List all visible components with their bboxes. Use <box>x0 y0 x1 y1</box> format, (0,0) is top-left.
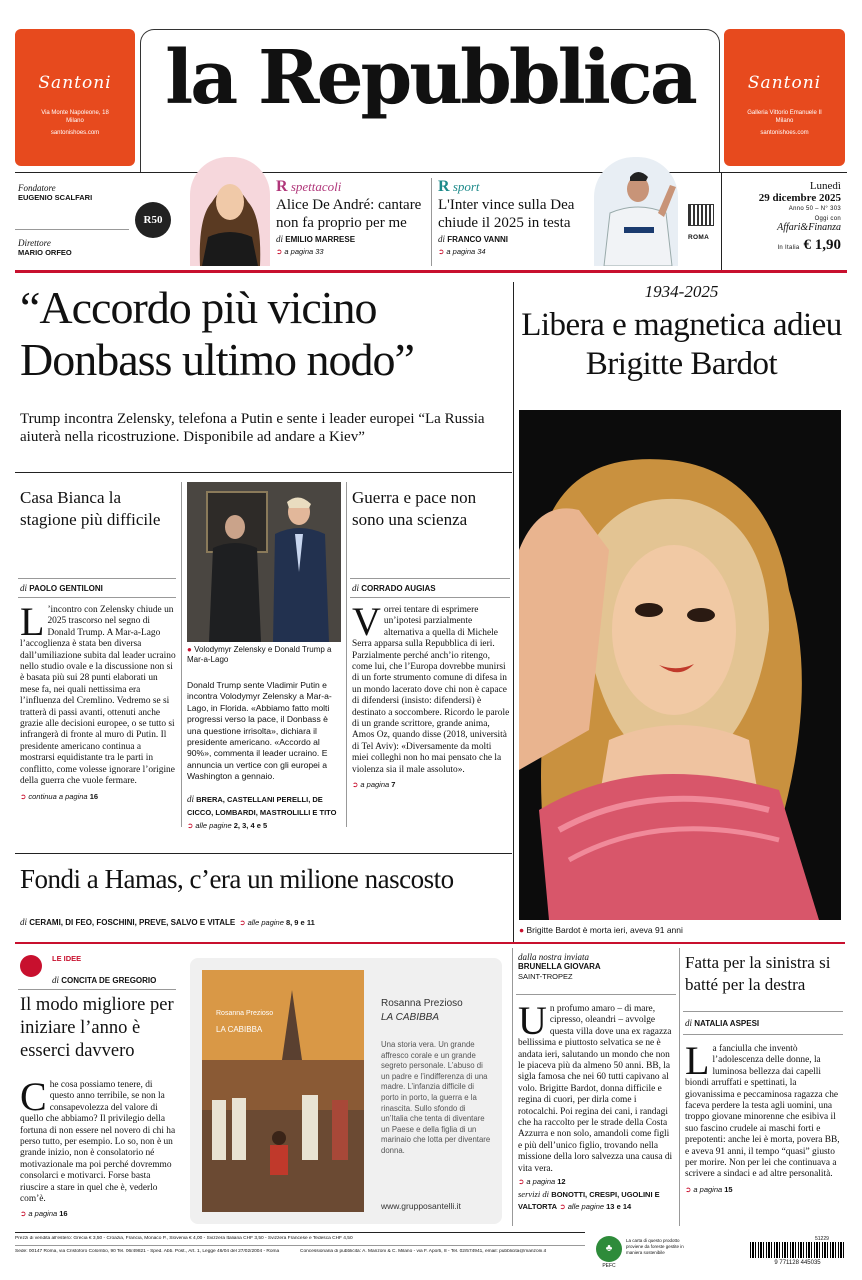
continue-link[interactable]: ➲ continua a pagina 16 <box>20 791 99 801</box>
divider <box>683 1034 843 1035</box>
divider <box>18 597 176 598</box>
ad-left[interactable] <box>15 29 135 166</box>
continue-link[interactable]: ➲ a pagina 15 <box>685 1184 733 1194</box>
book-text: Una storia vera. Un grande affresco corale e un grande segreto personale. L’abuso di un padre e l’indifferenza di una madre. L’infanzia difficile di porto in porto, la guerra e la rinascita. Sullo sfondo di un’Italia che tenta di diventare un Paese e della figlia di un marinaio che lotta per diventare donna. <box>381 1040 491 1155</box>
lead-headline[interactable]: “Accordo più vicino Donbass ultimo nodo” <box>20 282 414 385</box>
pages-link[interactable]: ➲ alle pagine 13 e 14 <box>559 1201 632 1211</box>
divider <box>512 948 513 1226</box>
book-ad[interactable] <box>190 958 502 1224</box>
divider <box>15 1232 585 1233</box>
ad-brand: Santoni <box>38 73 112 93</box>
book-site[interactable]: www.grupposantelli.it <box>381 1201 461 1211</box>
pages-link[interactable]: ➲ alle pagine 8, 9 e 11 <box>239 918 315 927</box>
section-spettacoli: R spettacoli <box>276 178 342 195</box>
continue-link[interactable]: ➲ a pagina 16 <box>20 1209 68 1219</box>
book-cover[interactable] <box>202 970 364 1212</box>
divider <box>15 1245 585 1246</box>
dropcap: C <box>20 1074 47 1119</box>
book-author: Rosanna Prezioso <box>381 998 463 1009</box>
price: € 1,90 <box>803 237 841 253</box>
founder-block <box>18 183 133 202</box>
dropcap: U <box>518 998 547 1043</box>
column-body <box>20 599 177 802</box>
top-rule <box>15 270 847 273</box>
footer-ads: Concessionaria di pubblicità: A. Manzoni & C. Milano - via F. Aporti, 8 - Tel. 02/574941, email: pubblicita@manzoni.it <box>300 1249 547 1254</box>
pefc-icon: ♣ <box>596 1236 622 1262</box>
barcode-digits: 9 771128 445035 <box>774 1260 821 1266</box>
photo-caption: ● Volodymyr Zelensky e Donald Trump a Mar-a-Lago <box>187 645 332 664</box>
bardot-years: 1934-2025 <box>644 282 719 301</box>
director-name: MARIO ORFEO <box>18 248 72 257</box>
insert-label: Oggi con <box>814 216 841 222</box>
divider <box>721 172 722 270</box>
date: 29 dicembre 2025 <box>758 192 841 204</box>
pefc-label: PEFC <box>602 1263 616 1269</box>
founder-name: EUGENIO SCALFARI <box>18 193 93 202</box>
hamas-authors: di CERAMI, DI FEO, FOSCHINI, PREVE, SALVO E VITALE ➲ alle pagine 8, 9 e 11 <box>20 917 315 927</box>
divider <box>15 472 512 473</box>
body-text: orrei tentare di esprimere un’ipotesi parzialmente alternativa a quella di Michele Serra apparsa sulla Repubblica di ieri. Parzialmente perché anch’io ritengo, come lui, che l’Europa dovrebbe munirsi di un forte strumento comune di difesa in un mondo lacerato dove chi non è capace di difendersi (insisto: difendersi) è destinato a soccombere. Ricordo le parole di un grande scrittore, grande anima, Amos Oz, quando disse (2018, università di Tel Aviv): «Diversamente da molti miei colleghi non ho mai pensato che la violenza sia il male assoluto». <box>352 605 510 775</box>
zelensky-trump-photo[interactable] <box>187 482 341 642</box>
aspesi-body <box>685 1038 841 1195</box>
continue-link[interactable]: ➲ a pagina 12 <box>518 1177 566 1187</box>
divider <box>513 282 514 942</box>
teaser-headline: Alice De André: cantare non fa proprio per me <box>276 197 422 231</box>
bardot-caption: ● Brigitte Bardot è morta ieri, aveva 91 anni <box>519 925 683 935</box>
column-body <box>352 599 510 791</box>
price-row: In Italia € 1,90 <box>777 237 841 253</box>
divider <box>350 597 510 598</box>
inviata-author: BRUNELLA GIOVARA <box>518 962 601 971</box>
footer-prices: Prezzi di vendita all’estero: Grecia € 3,50 - Croazia, Francia, Monaco P., Slovenia € 4,00 - Svizzera Italiana CHF 3,50 - Svizzera Francese e Tedesca CHF 4,50 <box>15 1236 353 1241</box>
divider <box>15 853 512 854</box>
ad-city: Milano <box>66 118 84 124</box>
divider <box>15 942 845 944</box>
column-byline: di CORRADO AUGIAS <box>352 583 436 593</box>
director-block <box>18 238 133 257</box>
section-label: spettacoli <box>290 179 342 194</box>
ad-site: santonishoes.com <box>50 130 100 136</box>
bardot-photo[interactable] <box>519 410 841 920</box>
aspesi-byline: di NATALIA ASPESI <box>685 1018 760 1028</box>
cover-author: Rosanna Prezioso <box>216 1010 274 1017</box>
idee-kicker: LE IDEE <box>52 954 82 963</box>
insert: Affari&Finanza <box>777 222 841 233</box>
divider <box>15 172 847 173</box>
book-title: LA CABIBBA <box>381 1012 439 1023</box>
ad-address: Via Monte Napoleone, 18 <box>41 110 109 116</box>
inter-photo[interactable] <box>594 157 678 266</box>
section-label: sport <box>452 179 480 194</box>
column-augias <box>352 487 502 531</box>
teaser-byline: di EMILIO MARRESE <box>276 234 356 244</box>
divider <box>15 229 129 230</box>
idee-body <box>20 1074 178 1220</box>
barcode <box>750 1242 845 1258</box>
dateline-city: ROMA <box>688 234 710 241</box>
divider <box>679 948 680 1226</box>
dropcap: V <box>352 599 381 644</box>
continue-link[interactable]: ➲ a pagina 7 <box>352 780 396 790</box>
roma-logo <box>688 204 714 226</box>
ad-right[interactable] <box>724 29 845 166</box>
divider <box>181 482 182 827</box>
teaser-headline: L'Inter vince sulla Dea chiude il 2025 in testa <box>438 197 575 231</box>
dropcap: L <box>685 1038 710 1083</box>
director-label: Direttore <box>18 238 51 248</box>
founder-label: Fondatore <box>18 183 56 193</box>
footer-address: Sede: 00147 Roma, via Cristoforo Colombo, 90 Tel. 06/49821 - Sped. Abb. Post., Art. 1, Legge 46/04 del 27/02/2004 - Roma <box>15 1249 280 1254</box>
column-title[interactable]: Guerra e pace non sono una scienza <box>352 488 477 529</box>
pefc-note: La carta di questo prodotto proviene da foreste gestite in maniera sostenibile <box>626 1238 684 1255</box>
r50-badge: R50 <box>135 202 171 238</box>
ad-city: Milano <box>775 118 794 124</box>
idee-byline: di CONCITA DE GREGORIO <box>52 975 157 985</box>
teaser-sport[interactable] <box>438 178 588 256</box>
body-text: he cosa possiamo tenere, di questo anno terribile, se non la consapevolezza del valore di quello che abbiamo? Il privilegio della fortuna di non essere nel novero di chi ha perso tutto, per esempio. Lo so, non è un grande inizio, non è consolatorio né motivazionale ma poi perché dovremmo consolarci e motivarci. Forse basta riuscire a stare in quel che è, vederlo com’è. <box>20 1080 176 1205</box>
aspesi-title[interactable]: Fatta per la sinistra si batté per la destra <box>685 953 831 994</box>
divider <box>346 482 347 827</box>
section-sport: R sport <box>438 178 480 195</box>
teaser-page[interactable]: ➲ a pagina 34 <box>438 247 486 256</box>
ad-site: santonishoes.com <box>760 130 809 136</box>
masthead-title[interactable]: la Repubblica <box>165 35 695 121</box>
ad-brand: Santoni <box>747 73 822 93</box>
idee-title[interactable]: Il modo migliore per iniziare l’anno è esserci davvero <box>20 995 174 1061</box>
cover-title: LA CABIBBA <box>216 1025 263 1034</box>
issue: Anno 50 – N° 303 <box>788 206 841 212</box>
services: servizi di BONOTTI, CRESPI, UGOLINI E VALTORTA ➲ alle pagine 13 e 14 <box>518 1188 660 1211</box>
divider <box>350 578 510 579</box>
body-text: n profumo amaro – di mare, cipresso, oleandri – avvolge questa villa dove una ex ragazza bellissima e piuttosto selvatica se ne è andata ieri, salutando un mondo che non le piaceva più da almeno 50 anni. BB, la sigla famosa che nei 60 tutti capivano al volo. Brigitte Bardot, donna difficile e regina di cuori, per dirla come i rotocalchi. Poi regina dei cani, i randagi che ha raccolto per le strade della Costa Azzurra e non solo, amandoli come figli e più dell’unico figlio, trovando nella missione della loro salvezza una causa di vita vera. <box>518 1004 673 1174</box>
inviata-place: SAINT-TROPEZ <box>518 972 573 981</box>
ad-address: Galleria Vittorio Emanuele II <box>747 110 822 116</box>
column-title[interactable]: Casa Bianca la stagione più difficile <box>20 488 161 529</box>
lead-subtitle: Trump incontra Zelensky, telefona a Putin e sente i leader europei “La Russia aiuterà nella ricostruzione. Disponibile ad andare a Kiev” <box>20 411 485 445</box>
dropcap: L <box>20 599 45 644</box>
inviata-kicker: dalla nostra inviata <box>518 952 590 962</box>
hamas-headline[interactable]: Fondi a Hamas, c’era un milione nascosto <box>20 864 454 894</box>
teaser-spettacoli[interactable] <box>276 178 428 256</box>
divider <box>18 578 176 579</box>
bardot-headline[interactable]: Libera e magnetica adieu Brigitte Bardot <box>521 307 842 382</box>
body-text: ’incontro con Zelensky chiude un 2025 trascorso nel segno di Donald Trump. A Mar-a-Lago l’accoglienza è stata ben diversa dall’umiliazione subita dal leader ucraino nello studio ovale e la discussione non si è basata più sui 28 punti elaborati un mese fa, nei quali nettissima era l’influenza del Cremlino. Vedremo se si tratterà di passi avanti, ottenuti anche grazie alle decisioni europee, o se tutto si infrangerà di fronte al muro di Putin. Il presidente americano continua a mostrarsi equidistante tra le parti in conflitto, come volesse ignorare l’origine della guerra che vuole fermare. <box>20 605 176 787</box>
idee-icon <box>20 955 42 977</box>
column-gentiloni <box>20 487 170 531</box>
inviata-head <box>518 952 678 981</box>
body-text: a fanciulla che inventò l’adolescenza delle donne, la luminosa bellezza dai capelli biondi arruffati e spettinati, la giovanissima e peccaminosa ragazza che faceva perdere la testa agli uomini, una troppo giovane minorenne che esibiva il suo fascino crudele ai maschi forti e prepotenti: anche lei è morta, povera BB, e aveva 91 anni, il tempo “quasi” giusto per morire. Non per lei che continuava a scrivere a sindaci e ad altre personalità. <box>685 1044 840 1180</box>
divider <box>431 178 432 266</box>
teaser-page[interactable]: ➲ a pagina 33 <box>276 247 324 256</box>
dateline <box>726 180 841 254</box>
news-authors: di BRERA, CASTELLANI PERELLI, DE CICCO, LOMBARDI, MASTROLILLI E TITO ➲ alle pagine 2, 3, 4 e 5 <box>187 794 337 830</box>
alice-photo[interactable] <box>190 157 270 266</box>
pages-link[interactable]: ➲ alle pagine 2, 3, 4 e 5 <box>187 821 268 830</box>
inviata-body <box>518 998 675 1213</box>
divider <box>18 989 176 990</box>
day: Lunedì <box>809 180 841 192</box>
news-body: Donald Trump sente Vladimir Putin e incontra Volodymyr Zelensky a Mar-a-Lago, in Florida. «Abbiamo fatto molti progressi verso la pace, il Donbass è una questione irrisolta», dichiara il presidente americano. «Accordo al 90%», commenta il leader ucraino. E annuncia un vertice con gli europei a Washington a gennaio. <box>187 680 332 782</box>
column-byline: di PAOLO GENTILONI <box>20 583 103 593</box>
teaser-byline: di FRANCO VANNI <box>438 234 508 244</box>
divider <box>516 994 676 995</box>
divider <box>683 1011 843 1012</box>
barcode-top: 51229 <box>815 1236 829 1242</box>
